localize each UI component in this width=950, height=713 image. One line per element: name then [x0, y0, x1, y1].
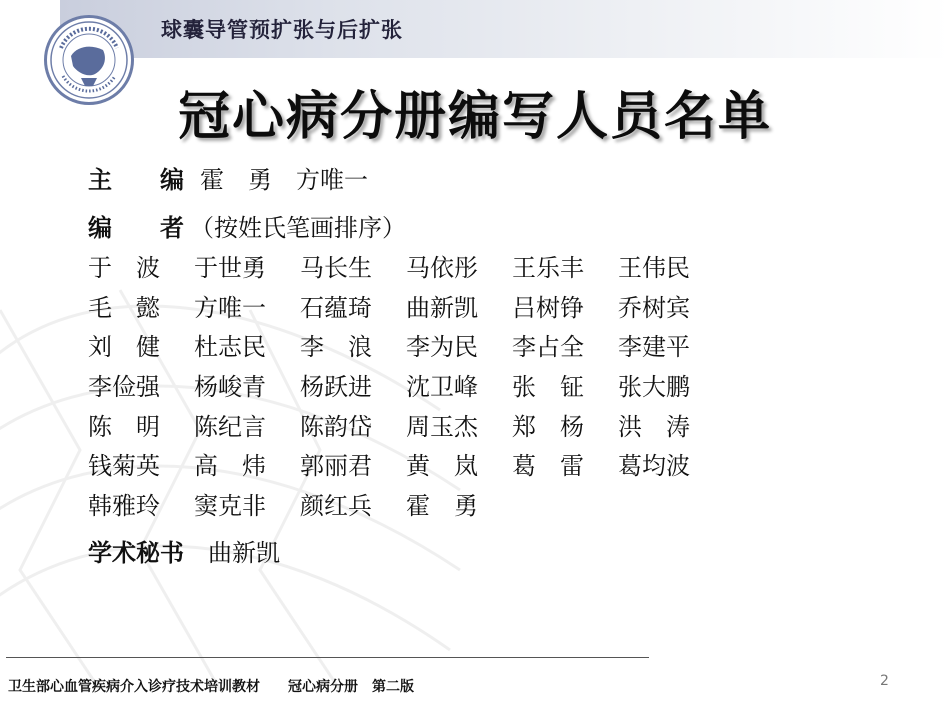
editor-name: 曲新凯	[406, 293, 478, 322]
editor-name: 葛均波	[618, 452, 690, 481]
editor-name: 方唯一	[296, 166, 368, 194]
editor-name: 韩雅玲	[88, 492, 160, 521]
editor-name: 李建平	[618, 333, 690, 362]
footer-divider	[6, 657, 649, 658]
editor-name: 毛 懿	[88, 293, 160, 322]
editor-name: 黄 岚	[406, 452, 478, 481]
editor-in-chief-row	[88, 164, 368, 196]
editor-name: 钱菊英	[88, 452, 160, 481]
editors-header-row	[88, 212, 406, 244]
editor-name: 方唯一	[194, 293, 266, 322]
editors-name-row	[88, 371, 724, 411]
editor-name: 郭丽君	[300, 452, 372, 481]
editor-name: 陈韵岱	[300, 412, 372, 441]
secretary-row	[88, 537, 280, 569]
editors-name-row	[88, 331, 724, 371]
editor-name: 刘 健	[88, 333, 160, 362]
editor-name: 陈纪言	[194, 412, 266, 441]
editor-name: 王乐丰	[512, 254, 584, 282]
editor-name: 杨跃进	[300, 373, 372, 402]
editor-name: 王伟民	[618, 254, 690, 282]
editor-name: 杨峻青	[194, 373, 266, 402]
footer-text: 卫生部心血管疾病介入诊疗技术培训教材 冠心病分册 第二版	[8, 679, 414, 695]
editor-name: 于世勇	[194, 254, 266, 282]
editor-name: 颜红兵	[300, 492, 372, 521]
editor-name: 马长生	[300, 254, 372, 282]
editor-name: 窦克非	[194, 492, 266, 521]
editors-name-row	[88, 450, 724, 490]
editors-label: 编 者	[88, 214, 184, 242]
editor-name: 马依彤	[406, 254, 478, 282]
secretary-name: 曲新凯	[208, 539, 280, 567]
editor-name: 乔树宾	[618, 293, 690, 322]
editors-name-row	[88, 411, 724, 451]
editors-note: （按姓氏笔画排序）	[190, 214, 406, 242]
editors-name-grid	[88, 252, 724, 530]
page-number: 2	[880, 673, 889, 689]
editor-name: 杜志民	[194, 333, 266, 362]
page-title: 冠心病分册编写人员名单	[177, 87, 772, 147]
editor-name: 吕树铮	[512, 293, 584, 322]
secretary-label: 学术秘书	[88, 539, 184, 567]
editor-name: 李为民	[406, 333, 478, 362]
editor-name: 郑 杨	[512, 412, 584, 441]
editor-name: 李 浪	[300, 333, 372, 362]
editors-name-row	[88, 490, 724, 530]
editor-name: 洪 涛	[618, 412, 690, 441]
editor-name: 于 波	[88, 254, 160, 282]
editor-name: 高 炜	[194, 452, 266, 481]
editor-name: 李占全	[512, 333, 584, 362]
editor-name: 张 钲	[512, 373, 584, 402]
editor-name: 沈卫峰	[406, 373, 478, 402]
editor-name: 霍 勇	[406, 492, 478, 521]
header-title: 球囊导管预扩张与后扩张	[161, 18, 403, 42]
editor-name: 石蕴琦	[300, 293, 372, 322]
editor-name: 李俭强	[88, 373, 160, 402]
editors-name-row	[88, 252, 724, 292]
editors-name-row	[88, 292, 724, 332]
editor-name: 张大鹏	[618, 373, 690, 402]
editor-name: 周玉杰	[406, 412, 478, 441]
editor-name: 霍 勇	[200, 166, 272, 194]
editor-in-chief-label: 主 编	[88, 166, 184, 194]
editor-name: 陈 明	[88, 412, 160, 441]
editor-name: 葛 雷	[512, 452, 584, 481]
